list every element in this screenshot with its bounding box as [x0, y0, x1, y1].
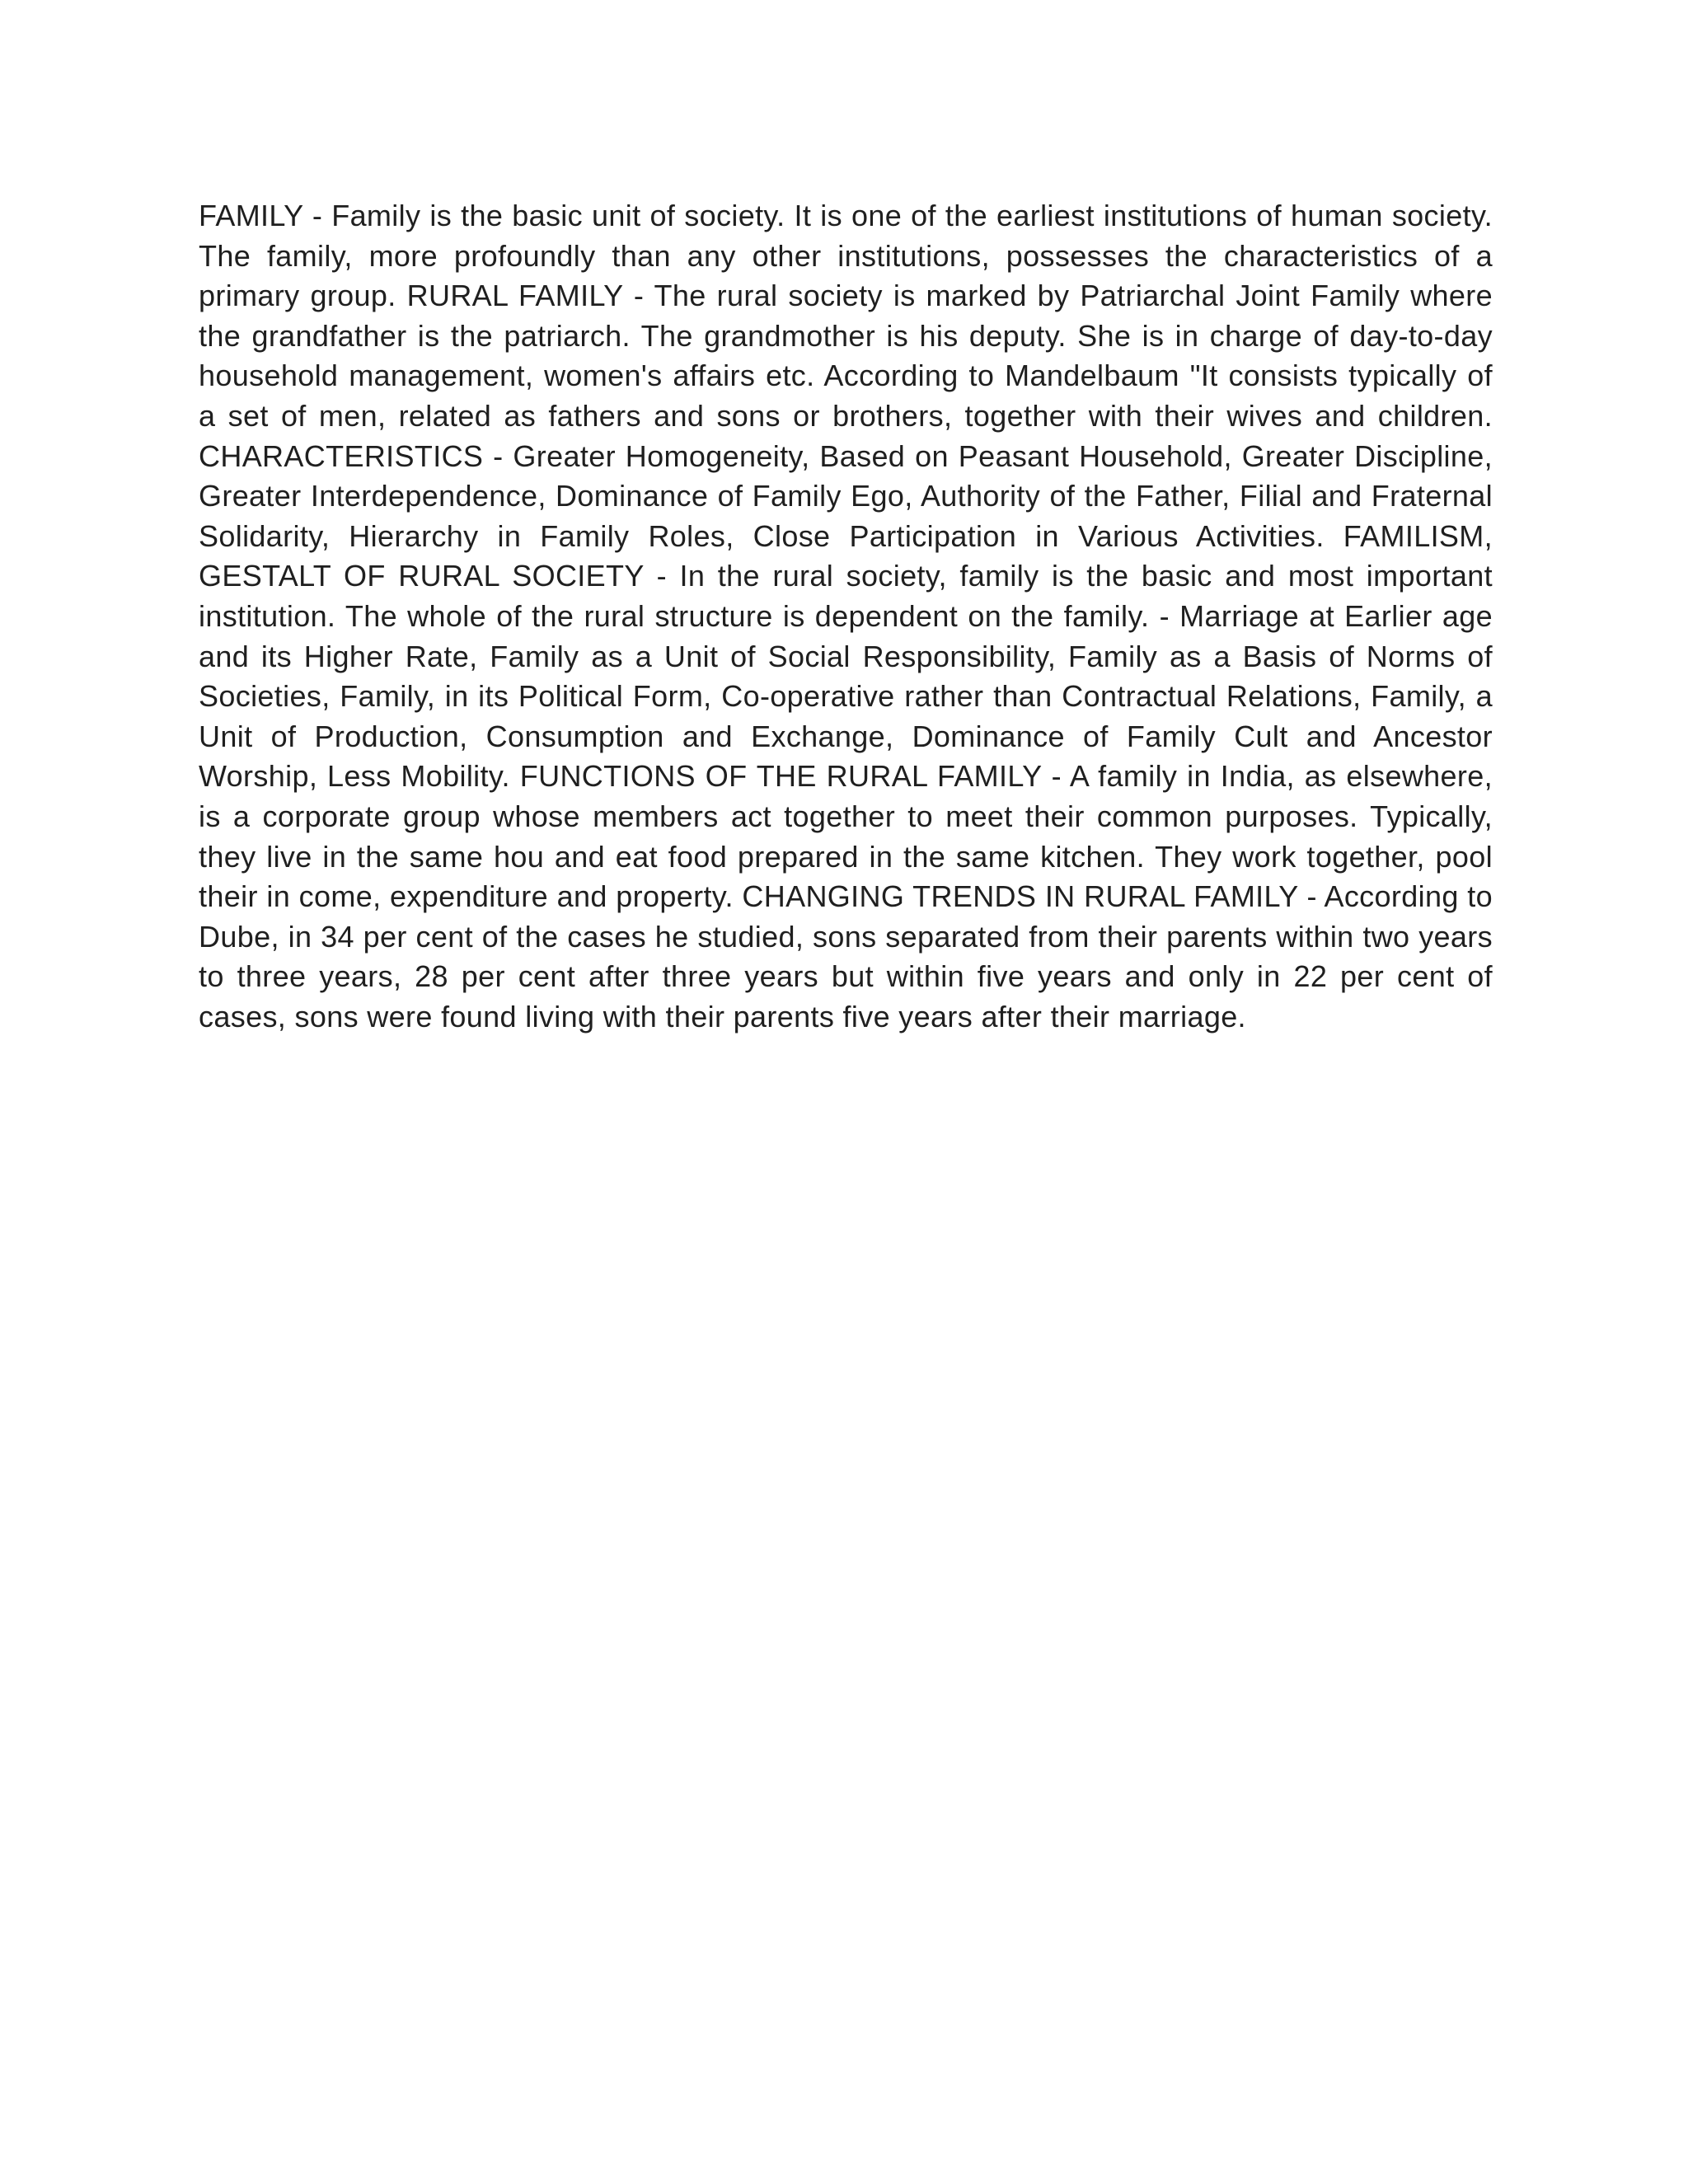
body-paragraph: FAMILY - Family is the basic unit of society. It is one of the earliest institutions of human society. The family, more profoundly than any other institutions, possesses the characteristics of a primary group. RURAL FAMILY - The rural society is marked by Patriarchal Joint Family where the grandfather is the patriarch. The grandmother is his deputy. She is in charge of day-to-day household management, women's affairs etc. According to Mandelbaum "It consists typically of a set of men, related as fathers and sons or brothers, together with their wives and children. CHARACTERISTICS - Greater Homogeneity, Based on Peasant Household, Greater Discipline, Greater Interdependence, Dominance of Family Ego, Authority of the Father, Filial and Fraternal Solidarity, Hierarchy in Family Roles, Close Participation in Various Activities. FAMILISM, GESTALT OF RURAL SOCIETY - In the rural society, family is the basic and most important institution. The whole of the rural structure is dependent on the family. - Marriage at Earlier age and its Higher Rate, Family as a Unit of Social Responsibility, Family as a Basis of Norms of Societies, Family, in its Political Form, Co-operative rather than Contractual Relations, Family, a Unit of Production, Consumption and Exchange, Dominance of Family Cult and Ancestor Worship, Less Mobility. FUNCTIONS OF THE RURAL FAMILY - A family in India, as elsewhere, is a corporate group whose members act together to meet their common purposes. Typically, they live in the same hou and eat food prepared in the same kitchen. They work together, pool their in come, expenditure and property. CHANGING TRENDS IN RURAL FAMILY - According to Dube, in 34 per cent of the cases he studied, sons separated from their parents within two years to three years, 28 per cent after three years but within five years and only in 22 per cent of cases, sons were found living with their parents five years after their marriage. — [199, 199, 1493, 1033]
